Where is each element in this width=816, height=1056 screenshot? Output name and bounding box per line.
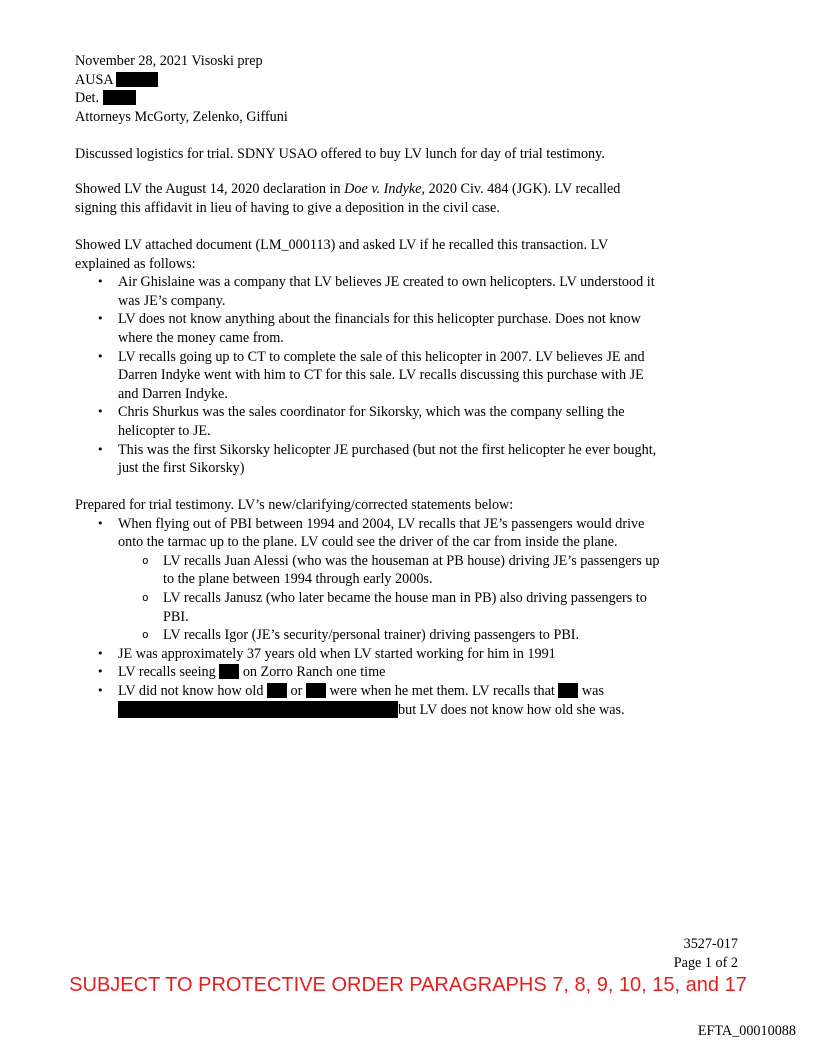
list-item: • LV recalls going up to CT to complete the sale of this helicopter in 2007. LV believes JE and Darren Indyke went with him to CT for this sale. LV recalls discussing this purchase with JE and Darren Indyke. (75, 348, 665, 404)
paragraph-declaration: Showed LV the August 14, 2020 declaration in Doe v. Indyke, 2020 Civ. 484 (JGK). LV recalled signing this affidavit in lieu of having to give a deposition in the civil case. (75, 181, 621, 216)
header-date-line: November 28, 2021 Visoski prep (75, 53, 263, 69)
trial-prep-bullets (75, 515, 665, 720)
list-item: • When flying out of PBI between 1994 and 2004, LV recalls that JE’s passengers would drive onto the tarmac up to the plane. LV could see the driver of the car from inside the plane. o LV recalls Juan Alessi (who was the houseman at PB house) driving JE’s passengers up to the plane between 1994 through early 2000s. o LV recalls Janusz (who later became the house man in PB) also driving passengers to PBI. o LV recalls Igor (JE’s security/personal trainer) driving passengers to PBI. (75, 515, 665, 645)
list-item: • JE was approximately 37 years old when LV started working for him in 1991 (75, 645, 665, 664)
doc-number: 3527-017 (683, 936, 738, 952)
list-item: • LV did not know how old or were when he met them. LV recalls that was but LV does not know how old she was. (75, 682, 665, 719)
page-number: Page 1 of 2 (673, 954, 738, 971)
redaction-box (118, 701, 398, 718)
header-attorneys-line: Attorneys McGorty, Zelenko, Giffuni (75, 108, 288, 125)
list-item: • LV recalls seeing on Zorro Ranch one time (75, 663, 665, 682)
header-ausa-line (75, 71, 665, 90)
list-item: • Chris Shurkus was the sales coordinator for Sikorsky, which was the company selling the helicopter to JE. (75, 403, 665, 440)
paragraph-transaction (75, 236, 665, 478)
ausa-label: AUSA (75, 71, 114, 88)
sub-list-item: o LV recalls Janusz (who later became the house man in PB) also driving passengers to PBI. (75, 589, 665, 626)
protective-order-banner: SUBJECT TO PROTECTIVE ORDER PARAGRAPHS 7, 8, 9, 10, 15, and 17 (69, 974, 747, 996)
list-item: • LV does not know anything about the financials for this helicopter purchase. Does not know where the money came from. (75, 310, 665, 347)
sub-list-item: o LV recalls Igor (JE’s security/personal trainer) driving passengers to PBI. (75, 626, 665, 645)
case-name: Doe v. Indyke (344, 181, 422, 197)
paragraph-logistics: Discussed logistics for trial. SDNY USAO offered to buy LV lunch for day of trial testimony. (75, 146, 605, 162)
redaction-box (103, 90, 136, 105)
list-item: • Air Ghislaine was a company that LV believes JE created to own helicopters. LV understood it was JE’s company. (75, 273, 665, 310)
det-label: Det. (75, 90, 100, 107)
redaction-box (558, 683, 578, 698)
list-item: • This was the first Sikorsky helicopter JE purchased (but not the first helicopter he ever bought, just the first Sikorsky) (75, 441, 665, 478)
redaction-box (116, 72, 158, 87)
trial-prep-intro: Prepared for trial testimony. LV’s new/clarifying/corrected statements below: (75, 497, 514, 513)
redaction-box (306, 683, 326, 698)
bates-number: EFTA_00010088 (697, 1023, 796, 1039)
sub-bullets (118, 552, 665, 645)
redaction-box (267, 683, 287, 698)
paragraph-trial-prep (75, 496, 665, 719)
transaction-intro: Showed LV attached document (LM_000113) and asked LV if he recalled this transaction. LV explained as follows: (75, 237, 608, 272)
memo-header (75, 52, 665, 126)
header-det-line (75, 89, 665, 108)
redaction-box (219, 664, 239, 679)
footer-document-id (674, 935, 738, 972)
transaction-bullets (75, 273, 665, 478)
sub-list-item: o LV recalls Juan Alessi (who was the houseman at PB house) driving JE’s passengers up to the plane between 1994 through early 2000s. (75, 552, 665, 589)
